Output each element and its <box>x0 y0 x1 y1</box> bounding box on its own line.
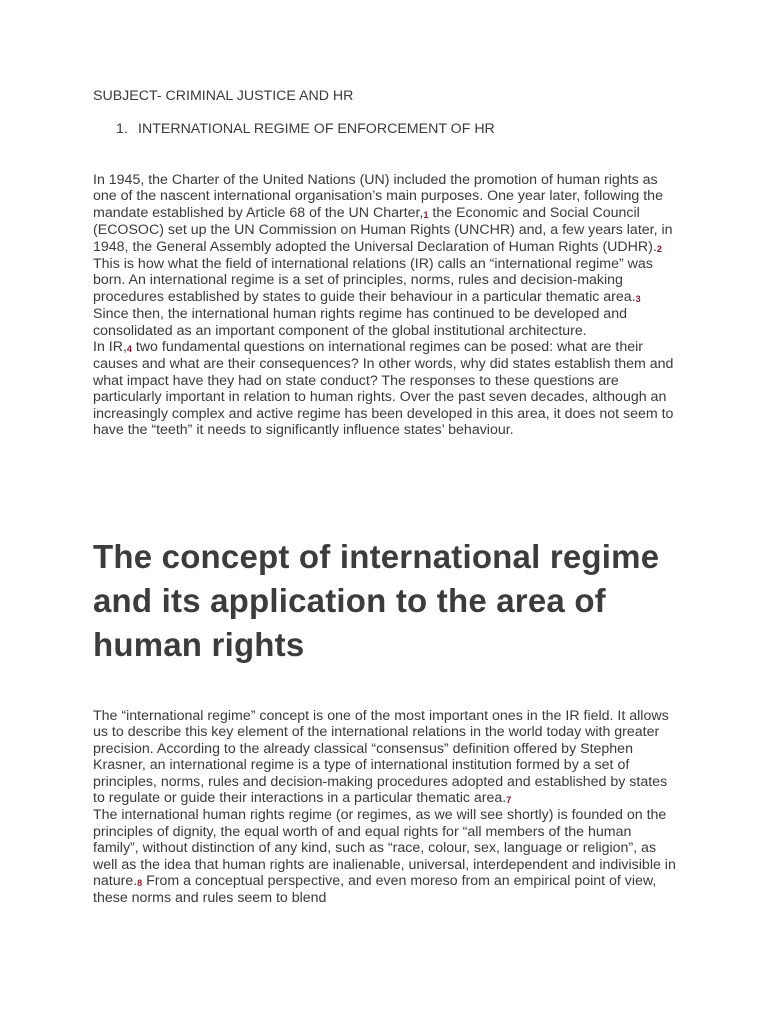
list-item-number: 1. <box>116 121 128 137</box>
numbered-list-item <box>116 121 495 137</box>
text-run: The international human rights regime (or regimes, as we will see shortly) is founded on the principles of dignity, the equal worth of and equal rights for “all members of the human family”, without distinction of any kind, such as “race, colour, sex, language or religion”, as well as the idea that human rights are inalienable, universal, interdependent and indivisible in nature. <box>93 807 676 890</box>
footnote-link-2[interactable]: 2 <box>656 243 662 254</box>
footnote-link-4[interactable]: 4 <box>126 344 132 355</box>
concept-section <box>93 708 678 907</box>
list-item-text: INTERNATIONAL REGIME OF ENFORCEMENT OF HR <box>138 121 495 137</box>
section-heading: The concept of international regime and its application to the area of human rights <box>93 538 660 663</box>
text-run: In 1945, the Charter of the United Nations (UN) included the promotion of human rights as one of the nascent international organisation’s main purposes. One year later, following the mandate established by Article 68 of the UN Charter, <box>93 172 663 221</box>
text-run: The “international regime” concept is one of the most important ones in the IR field. It allows us to describe this key element of the international relations in the world today with greater precision. According to the already classical “consensus” definition offered by Stephen Krasner, an international regime is a type of international institution formed by a set of principles, norms, rules and decision-making procedures adopted and established by states to regulate or guide their interactions in a particular thematic area. <box>93 708 669 807</box>
text-run: Since then, the international human rights regime has continued to be developed and consolidated as an important component of the global institutional architecture. <box>93 306 627 339</box>
subject-line: SUBJECT- CRIMINAL JUSTICE AND HR <box>93 88 354 104</box>
footnote-link-1[interactable]: 1 <box>423 209 429 220</box>
footnote-link-8[interactable]: 8 <box>137 878 143 889</box>
intro-paragraph-2 <box>93 339 678 438</box>
text-run: two fundamental questions on international regimes can be posed: what are their causes and what are their consequences? In other words, why did states establish them and what impact have they had on state conduct? The responses to these questions are particularly important in relation to human rights. Over the past seven decades, although an increasingly complex and active regime has been developed in this area, it does not seem to have the “teeth” it needs to significantly influence states’ behaviour. <box>93 339 674 439</box>
footnote-link-3[interactable]: 3 <box>635 293 641 304</box>
text-run: In IR, <box>93 339 127 356</box>
text-run: From a conceptual perspective, and even moreso from an empirical point of view, these norms and rules seem to blend <box>93 873 657 907</box>
text-run: This is how what the field of international relations (IR) calls an “international regime” was born. An international regime is a set of principles, norms, rules and decision-making procedures established by states to guide their behaviour in a particular thematic area. <box>93 256 653 305</box>
concept-paragraph-1 <box>93 708 678 807</box>
text-run: the Economic and Social Council (ECOSOC) set up the UN Commission on Human Rights (UNCHR) and, a few years later, in 1948, the General Assembly adopted the Universal Declaration of Human Rights (UDHR). <box>93 204 673 255</box>
intro-section <box>93 172 678 439</box>
footnote-link-7[interactable]: 7 <box>506 795 512 806</box>
concept-paragraph-2 <box>93 807 678 906</box>
intro-paragraph-1 <box>93 172 678 339</box>
